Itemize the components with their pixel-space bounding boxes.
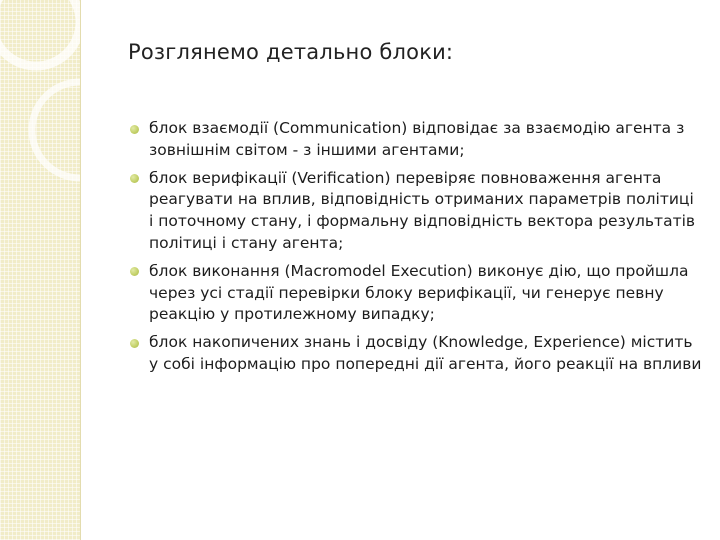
slide-title: Розглянемо детально блоки:: [128, 40, 454, 64]
bullet-dot-icon: [130, 267, 139, 276]
bullet-dot-icon: [130, 125, 139, 134]
circle-ornament-icon: [0, 0, 80, 540]
bullet-dot-icon: [130, 339, 139, 348]
bullet-text: блок накопичених знань і досвіду (Knowledge, Experience) містить у собі інформацію про попередні дії агента, його реакції на впливи: [149, 333, 702, 373]
bullet-text: блок взаємодії (Communication) відповідає за взаємодію агента з зовнішнім світом - з іншими агентами;: [149, 119, 685, 159]
list-item: [130, 118, 702, 162]
list-item: [130, 261, 702, 326]
bullet-list: [130, 118, 702, 382]
decorative-side-band: [0, 0, 81, 540]
bullet-dot-icon: [130, 174, 139, 183]
bullet-text: блок верифікації (Verification) перевіряє повноваження агента реагувати на вплив, відповідність отриманих параметрів політиці і поточному стану, і формальну відповідність вектора результатів політиці і стану агента;: [149, 168, 696, 252]
list-item: [130, 332, 702, 376]
list-item: [130, 168, 702, 255]
bullet-text: блок виконання (Macromodel Execution) виконує дію, що пройшла через усі стадії перевірки блоку верифікації, чи генерує певну реакцію у протилежному випадку;: [149, 261, 689, 324]
